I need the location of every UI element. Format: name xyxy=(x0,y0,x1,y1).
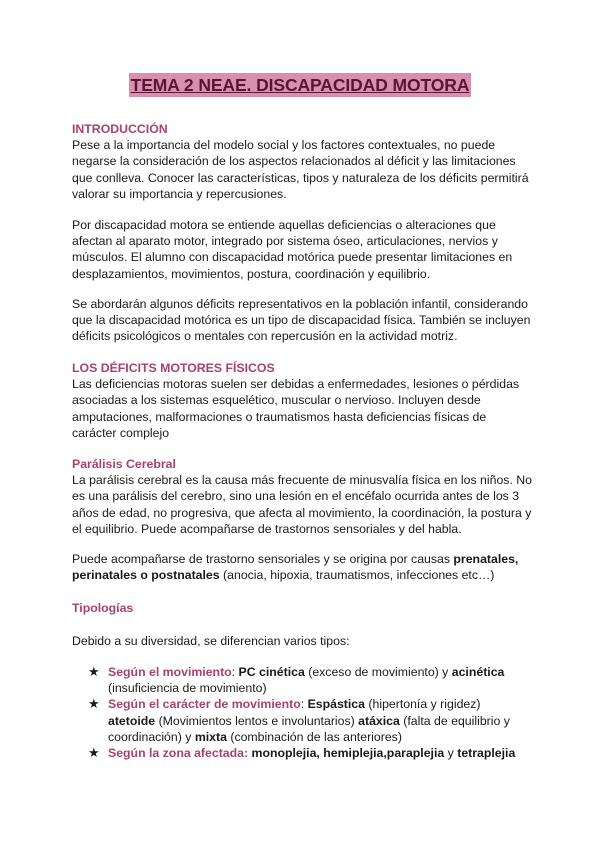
star-bullet-icon: ★ xyxy=(88,745,100,761)
deficits-paragraph: Las deficiencias motoras suelen ser debidas a enfermedades, lesiones o pérdidas asociadas a los sistemas esquelético, muscular o nervioso. Incluyen desde amputaciones, malformaciones o traumatismos hasta deficiencias físicas de carácter complejo xyxy=(72,377,520,440)
list-item-term: atetoide xyxy=(108,713,156,728)
list-item-term: PC cinética xyxy=(238,665,305,679)
intro-paragraph-3-block xyxy=(72,296,532,345)
intro-paragraph-2: Por discapacidad motora se entiende aquellas deficiencias o alteraciones que afectan al aparato motor, integrado por sistema óseo, articulaciones, nervios y músculos. El alumno con discapacidad motórica puede presentar limitaciones en desplazamientos, movimientos, postura, coordinación y equilibrio. xyxy=(72,218,513,281)
deficits-heading: LOS DÉFICITS MOTORES FÍSICOS xyxy=(72,361,275,375)
list-item-term: mixta xyxy=(194,729,227,744)
list-item-label: Según el carácter de movimiento xyxy=(108,697,301,712)
list-item-text: (hipertonía y rigidez) xyxy=(364,697,481,712)
deficits-section xyxy=(72,360,532,441)
paralisis-paragraph-2-block xyxy=(72,551,532,583)
paralisis-p2-start: Puede acompañarse de trastorno sensoriales y se origina por causas xyxy=(72,552,454,566)
list-item-text: y xyxy=(444,746,458,761)
document-title: TEMA 2 NEAE. DISCAPACIDAD MOTORA xyxy=(130,75,470,95)
paralisis-paragraph-1: La parálisis cerebral es la causa más frecuente de minusvalía física en los niños. No es una parálisis del cerebro, sino una lesión en el encéfalo ocurrida antes de los 3 años de edad, no progresiva, que afecta al movimiento, la coordinación, la postura y el equilibrio. Puede acompañarse de trastornos sensoriales y del habla. xyxy=(72,473,532,536)
list-item-sep: : xyxy=(300,697,308,712)
list-item-label: Según la zona afectada: xyxy=(108,746,249,761)
tipologias-intro: Debido a su diversidad, se diferencian varios tipos: xyxy=(72,634,350,648)
list-item xyxy=(88,664,528,696)
list-item-term: atáxica xyxy=(358,713,400,728)
title-wrapper xyxy=(0,73,600,97)
list-item-sep: : xyxy=(231,665,239,679)
paralisis-heading: Parálisis Cerebral xyxy=(72,457,176,471)
list-item-text: (combinación de las anteriores) xyxy=(226,729,402,744)
list-item-text: (exceso de movimiento) y xyxy=(304,665,452,679)
paralisis-p2-end: (anocia, hipoxia, traumatismos, infecciones etc…) xyxy=(219,568,495,583)
star-bullet-icon: ★ xyxy=(88,664,100,679)
intro-heading: INTRODUCCIÓN xyxy=(72,122,168,136)
list-item xyxy=(88,696,528,745)
paralisis-paragraph-2 xyxy=(72,551,532,583)
tipologias-heading-block xyxy=(72,600,532,616)
list-item-term: acinética xyxy=(451,665,505,679)
paralisis-p2-bold: prenatales, perinatales o postnatales xyxy=(72,552,519,583)
tipologias-heading: Tipologías xyxy=(72,601,134,615)
list-item-label: Según el movimiento xyxy=(108,665,232,679)
intro-paragraph-3: Se abordarán algunos déficits representativos en la población infantil, considerando que la discapacidad motórica es un tipo de discapacidad física. También se incluyen déficits psicológicos o mentales con repercusión en la actividad motriz. xyxy=(72,297,531,344)
list-item-text: (Movimientos lentos e involuntarios) xyxy=(155,713,359,728)
paralisis-section xyxy=(72,456,532,537)
intro-paragraph-1: Pese a la importancia del modelo social y los factores contextuales, no puede negarse la consideración de los aspectos relacionados al déficit y las limitaciones que conlleva. Conocer las características, tipos y naturaleza de los déficits permitirá valorar su importancia y repercusiones. xyxy=(72,138,529,201)
list-item-term: Espástica xyxy=(307,697,365,712)
list-item-term: monoplejia, hemiplejia,paraplejia xyxy=(251,746,445,761)
intro-section xyxy=(72,121,532,202)
star-bullet-icon: ★ xyxy=(88,696,100,712)
tipologias-intro-block xyxy=(72,633,532,649)
list-item-text: (falta de equilibrio y coordinación) y xyxy=(108,713,510,744)
list-item xyxy=(88,745,528,761)
list-item-term: tetraplejia xyxy=(457,746,516,761)
tipologias-list xyxy=(88,664,528,761)
intro-paragraph-2-block xyxy=(72,217,532,282)
list-item-text: (insuficiencia de movimiento) xyxy=(108,681,267,696)
